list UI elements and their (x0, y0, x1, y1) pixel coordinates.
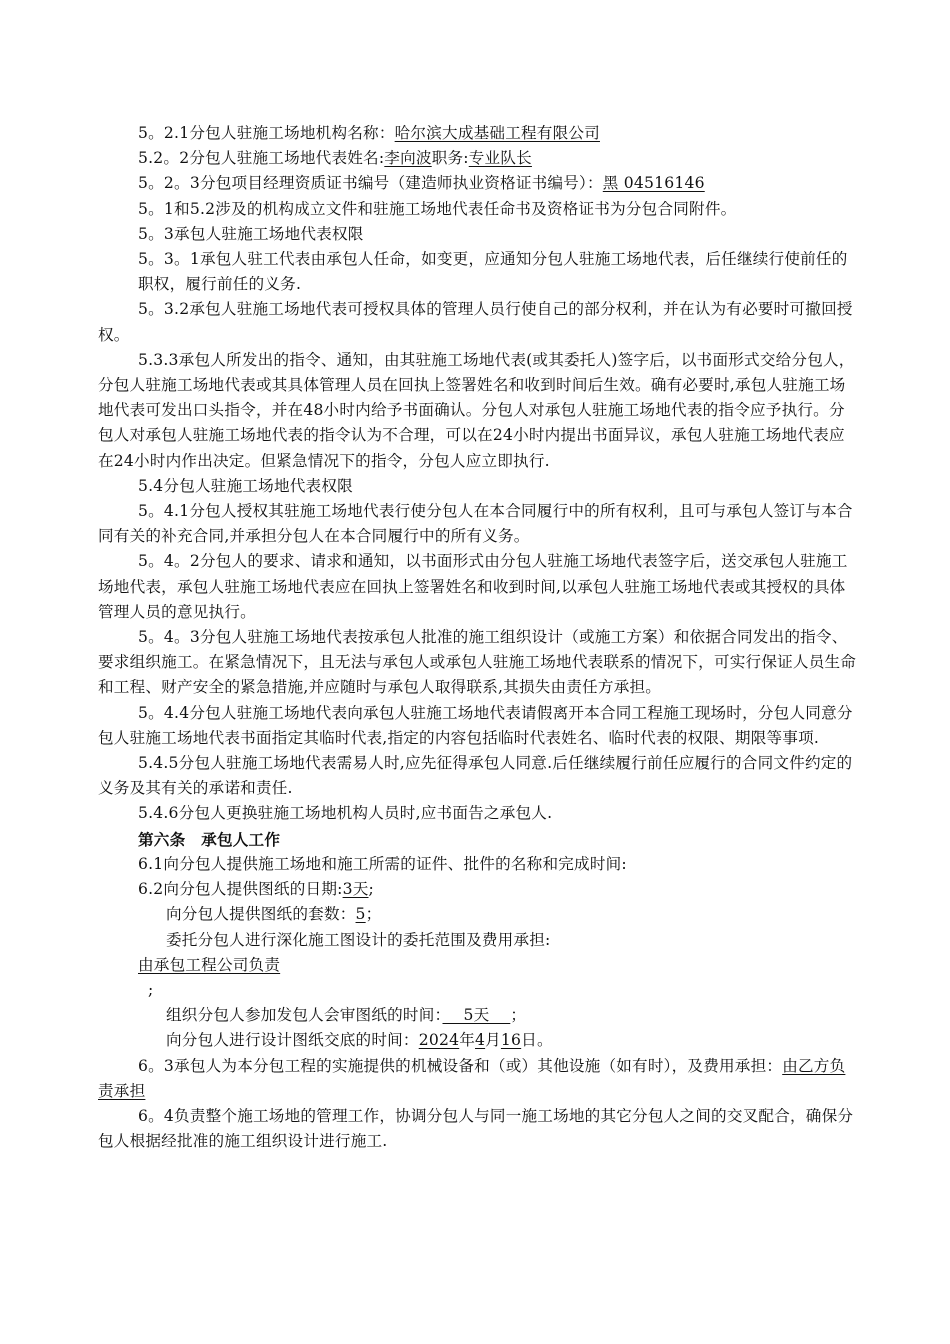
clause-text: 5。2。3分包项目经理资质证书编号（建造师执业资格证书编号）： (138, 174, 603, 193)
clause-5-3-heading: 5。3承包人驻施工场地代表权限 (138, 224, 364, 243)
filled-value: 5天 (442, 1006, 511, 1025)
clause-text: 日。 (521, 1031, 553, 1050)
clause-6-3 (98, 1054, 860, 1104)
clause-text: 向分包人进行设计图纸交底的时间： (166, 1031, 419, 1050)
delegation-value: 由承包工程公司负责 (138, 955, 281, 974)
clause-5-2-1 (138, 121, 860, 146)
clause-5-attachments: 5。1和5.2涉及的机构成立文件和驻施工场地代表任命书及资格证书为分包合同附件。 (138, 199, 737, 218)
clause-text: 年 (459, 1031, 475, 1050)
filled-value: 3天 (342, 880, 369, 899)
contract-page (98, 121, 860, 1154)
filled-value: 由乙方负责承担 (98, 1056, 846, 1100)
semicolon-line: ; (148, 980, 154, 999)
filled-value: 哈尔滨大成基础工程有限公司 (394, 124, 600, 142)
clause-text: ； (365, 905, 382, 924)
year-value: 2024 (418, 1031, 460, 1050)
clause-6-2 (138, 877, 860, 902)
clause-5-4-3: 5。4。3分包人驻施工场地代表按承包人批准的施工组织设计（或施工方案）和依据合同发出的指令、要求组织施工。在紧急情况下，且无法与承包人或承包人驻施工场地代表联系的情况下，可实行保证人员生命和工程、财产安全的紧急措施,并应随时与承包人取得联系,其损失由责任方承担。 (98, 628, 857, 697)
clause-text: 5。2.1分包人驻施工场地机构名称： (138, 124, 395, 142)
clause-text: 月 (485, 1031, 501, 1050)
clause-5-2-3 (138, 171, 860, 196)
clause-5-3-3: 5.3.3承包人所发出的指令、通知，由其驻施工场地代表(或其委托人)签字后，以书面形式交给分包人，分包人驻施工场地代表或其具体管理人员在回执上签署姓名和收到时间后生效。确有必要时,承包人驻施工场地代表可发出口头指令，并在48小时内给予书面确认。分包人对承包人驻施工场地代表的指令应予执行。分包人对承包人驻施工场地代表的指令认为不合理，可以在24小时内提出书面异议，承包人驻施工场地代表应在24小时内作出决定。但紧急情况下的指令，分包人应立即执行. (98, 350, 855, 470)
clause-6-2-sets (138, 902, 860, 927)
clause-text: ； (510, 1006, 527, 1025)
clause-6-2-disclosure (138, 1028, 860, 1053)
clause-text: 6。3承包人为本分包工程的实施提供的机械设备和（或）其他设施（如有时），及费用承担： (138, 1056, 783, 1075)
clause-5-4-6: 5.4.6分包人更换驻施工场地机构人员时,应书面告之承包人. (138, 804, 553, 823)
clause-text: 向分包人提供图纸的套数： (166, 905, 356, 924)
clause-5-2-2 (138, 146, 860, 171)
clause-text: 职务: (431, 149, 469, 168)
clause-5-3-2: 5。3.2承包人驻施工场地代表可授权具体的管理人员行使自己的部分权利，并在认为有必要时可撤回授权。 (98, 300, 853, 344)
clause-text: ; (368, 880, 374, 899)
clause-6-4: 6。4负责整个施工场地的管理工作，协调分包人与同一施工场地的其它分包人之间的交叉配合，确保分包人根据经批准的施工组织设计进行施工. (98, 1106, 854, 1151)
clause-text: 组织分包人参加发包人会审图纸的时间： (166, 1006, 443, 1025)
month-value: 4 (475, 1031, 486, 1050)
filled-value: 李向波 (384, 149, 432, 168)
filled-value: 专业队长 (468, 149, 532, 168)
article-6-heading: 第六条 承包人工作 (138, 829, 281, 849)
clause-text: 6.2向分包人提供图纸的日期: (138, 880, 343, 899)
clause-6-2-delegation: 委托分包人进行深化施工图设计的委托范围及费用承担: (166, 930, 551, 949)
clause-5-4-1: 5。4.1分包人授权其驻施工场地代表行使分包人在本合同履行中的所有权利，且可与承包人签订与本合同有关的补充合同,并承担分包人在本合同履行中的所有义务。 (98, 502, 853, 546)
clause-5-4-4: 5。4.4分包人驻施工场地代表向承包人驻施工场地代表请假离开本合同工程施工现场时，分包人同意分包人驻施工场地代表书面指定其临时代表,指定的内容包括临时代表姓名、临时代表的权限、期限等事项. (98, 703, 853, 747)
clause-text: 5。3。1承包人驻工代表由承包人任命，如变更，应通知分包人驻施工场地代表，后任继续行使前任的职权，履行前任的义务. (138, 250, 848, 294)
clause-5-4-2: 5。4。2分包人的要求、请求和通知，以书面形式由分包人驻施工场地代表签字后，送交承包人驻施工场地代表，承包人驻施工场地代表应在回执上签署姓名和收到时间,以承包人驻施工场地代表或其授权的具体管理人员的意见执行。 (98, 552, 848, 621)
clause-5-4-5: 5.4.5分包人驻施工场地代表需易人时,应先征得承包人同意.后任继续履行前任应履行的合同文件约定的义务及其有关的承诺和责任. (98, 754, 853, 798)
day-value: 16 (500, 1031, 522, 1050)
filled-value: 黑 04516146 (602, 174, 705, 193)
filled-value: 5 (355, 905, 366, 924)
clause-6-1: 6.1向分包人提供施工场地和施工所需的证件、批件的名称和完成时间: (138, 854, 627, 873)
clause-5-4-heading: 5.4分包人驻施工场地代表权限 (138, 476, 353, 495)
clause-text: 5.2。2分包人驻施工场地代表姓名: (138, 149, 385, 168)
clause-5-3-1 (0, 247, 860, 297)
clause-6-2-review (138, 1003, 860, 1028)
